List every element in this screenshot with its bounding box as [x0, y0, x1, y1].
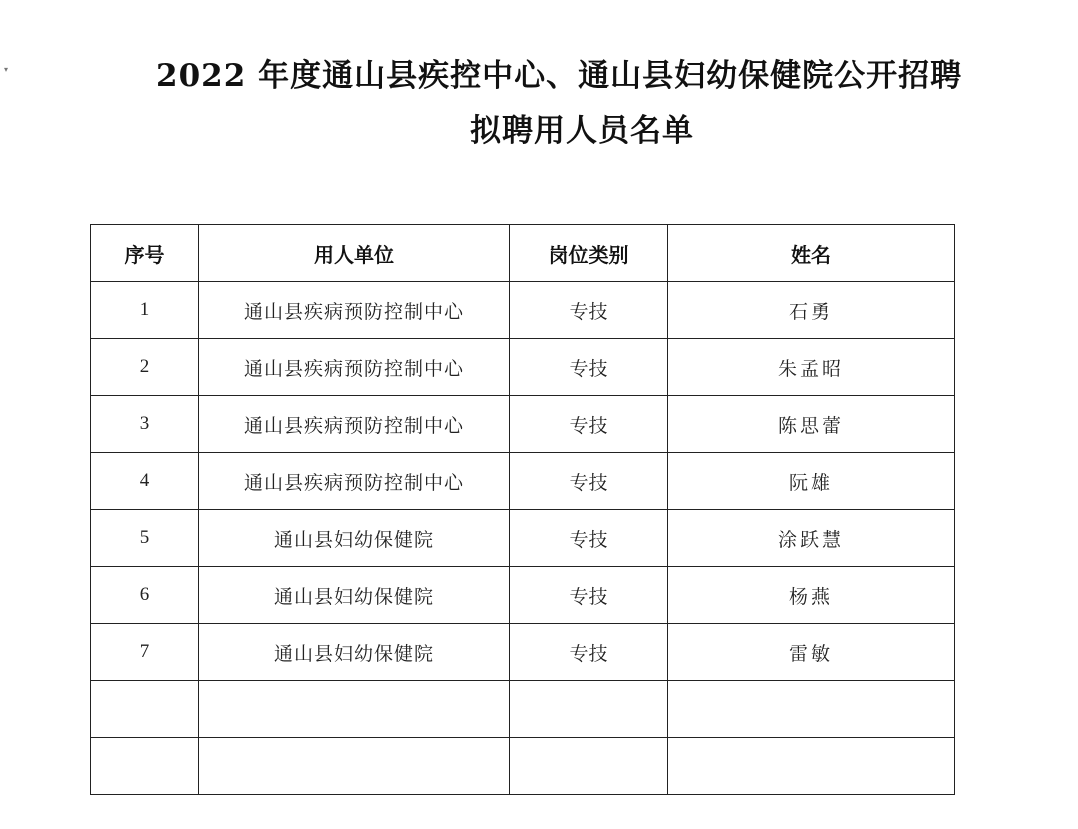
- cell-category: 专技: [510, 510, 668, 567]
- cell-index: 7: [91, 624, 199, 681]
- cell-name: 杨燕: [668, 567, 955, 624]
- cell-unit: [199, 681, 510, 738]
- table-row: [91, 396, 955, 453]
- cell-name: 陈思蕾: [668, 396, 955, 453]
- cell-name: 涂跃慧: [668, 510, 955, 567]
- table-row: [91, 453, 955, 510]
- cell-unit: 通山县妇幼保健院: [199, 510, 510, 567]
- cell-unit: [199, 738, 510, 795]
- header-category: 岗位类别: [510, 225, 668, 282]
- cell-name: 雷敏: [668, 624, 955, 681]
- cell-unit: 通山县妇幼保健院: [199, 624, 510, 681]
- cell-unit: 通山县疾病预防控制中心: [199, 396, 510, 453]
- page-title-line1: 2022 年度通山县疾控中心、通山县妇幼保健院公开招聘: [156, 58, 963, 94]
- table-row: [91, 567, 955, 624]
- table-row: [91, 282, 955, 339]
- cell-category: 专技: [510, 396, 668, 453]
- cell-name: 石勇: [668, 282, 955, 339]
- cell-unit: 通山县疾病预防控制中心: [199, 282, 510, 339]
- cell-index: 6: [91, 567, 199, 624]
- table-row: [91, 624, 955, 681]
- cell-category: 专技: [510, 624, 668, 681]
- header-unit: 用人单位: [199, 225, 510, 282]
- header-name: 姓名: [668, 225, 955, 282]
- table-header-row: [91, 225, 955, 282]
- cell-index: [91, 738, 199, 795]
- cell-name: 朱孟昭: [668, 339, 955, 396]
- table-row-empty: [91, 738, 955, 795]
- cell-name: 阮雄: [668, 453, 955, 510]
- cell-name: [668, 681, 955, 738]
- cell-index: 4: [91, 453, 199, 510]
- corner-mark: ▾: [4, 65, 9, 74]
- cell-category: 专技: [510, 567, 668, 624]
- roster-table: [90, 224, 955, 795]
- cell-category: [510, 738, 668, 795]
- cell-category: 专技: [510, 453, 668, 510]
- cell-index: 2: [91, 339, 199, 396]
- header-index: 序号: [91, 225, 199, 282]
- cell-unit: 通山县疾病预防控制中心: [199, 453, 510, 510]
- cell-index: 1: [91, 282, 199, 339]
- cell-index: 3: [91, 396, 199, 453]
- table-row-empty: [91, 681, 955, 738]
- page-title-line2: 拟聘用人员名单: [470, 113, 694, 149]
- table-row: [91, 339, 955, 396]
- cell-category: [510, 681, 668, 738]
- cell-category: 专技: [510, 339, 668, 396]
- cell-category: 专技: [510, 282, 668, 339]
- table-row: [91, 510, 955, 567]
- cell-index: 5: [91, 510, 199, 567]
- cell-index: [91, 681, 199, 738]
- cell-unit: 通山县疾病预防控制中心: [199, 339, 510, 396]
- cell-unit: 通山县妇幼保健院: [199, 567, 510, 624]
- cell-name: [668, 738, 955, 795]
